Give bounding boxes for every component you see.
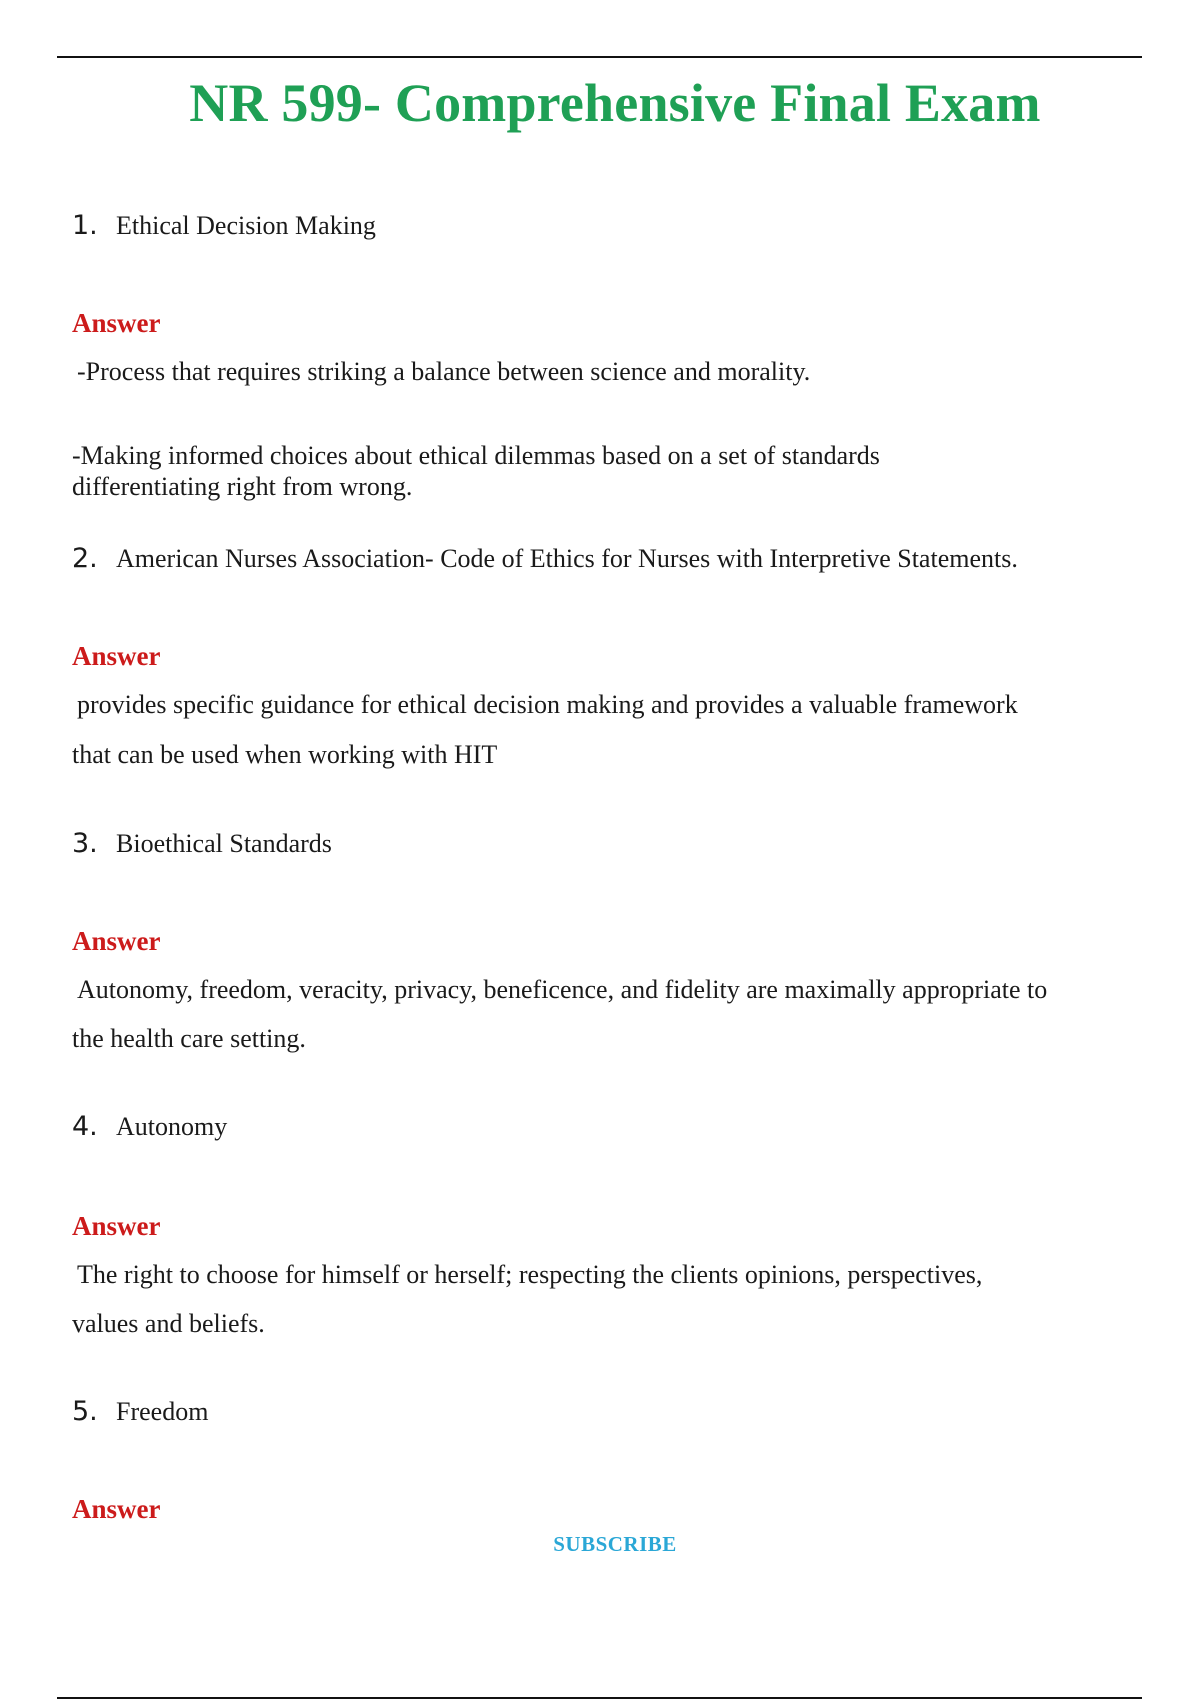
question-5 — [72, 1396, 208, 1427]
question-text: American Nurses Association- Code of Ethics for Nurses with Interpretive Statements. — [116, 544, 1018, 573]
question-number: 1. — [72, 210, 98, 241]
bottom-rule — [57, 1697, 1142, 1699]
question-number: 2. — [72, 543, 98, 574]
top-rule — [57, 56, 1142, 58]
answer-label-3: Answer — [72, 926, 161, 956]
document-title: NR 599- Comprehensive Final Exam — [189, 73, 1041, 133]
question-number: 5. — [72, 1396, 98, 1427]
answer-3-line-2: the health care setting. — [72, 1024, 306, 1053]
answer-1-line-2: -Making informed choices about ethical dilemmas based on a set of standards — [72, 441, 880, 470]
answer-label-4: Answer — [72, 1211, 161, 1241]
question-text: Ethical Decision Making — [116, 211, 376, 240]
question-number: 4. — [72, 1111, 98, 1142]
question-2 — [72, 543, 1018, 574]
answer-label-2: Answer — [72, 641, 161, 671]
question-1 — [72, 210, 376, 241]
answer-2-line-2: that can be used when working with HIT — [72, 740, 498, 769]
subscribe-link[interactable]: SUBSCRIBE — [553, 1532, 677, 1556]
question-text: Freedom — [116, 1397, 209, 1426]
question-3 — [72, 828, 332, 859]
answer-label-5: Answer — [72, 1494, 161, 1524]
answer-4-line-2: values and beliefs. — [72, 1309, 265, 1338]
question-text: Bioethical Standards — [116, 829, 332, 858]
question-number: 3. — [72, 828, 98, 859]
answer-3-line-1: Autonomy, freedom, veracity, privacy, beneficence, and fidelity are maximally appropriate to — [77, 975, 1048, 1004]
answer-4-line-1: The right to choose for himself or herself; respecting the clients opinions, perspectives, — [77, 1260, 983, 1289]
answer-1-line-1: -Process that requires striking a balance between science and morality. — [77, 357, 811, 386]
answer-2-line-1: provides specific guidance for ethical decision making and provides a valuable framework — [77, 690, 1018, 719]
answer-label-1: Answer — [72, 308, 161, 338]
question-4 — [72, 1111, 227, 1142]
answer-1-line-3: differentiating right from wrong. — [72, 472, 413, 501]
question-text: Autonomy — [116, 1112, 228, 1141]
